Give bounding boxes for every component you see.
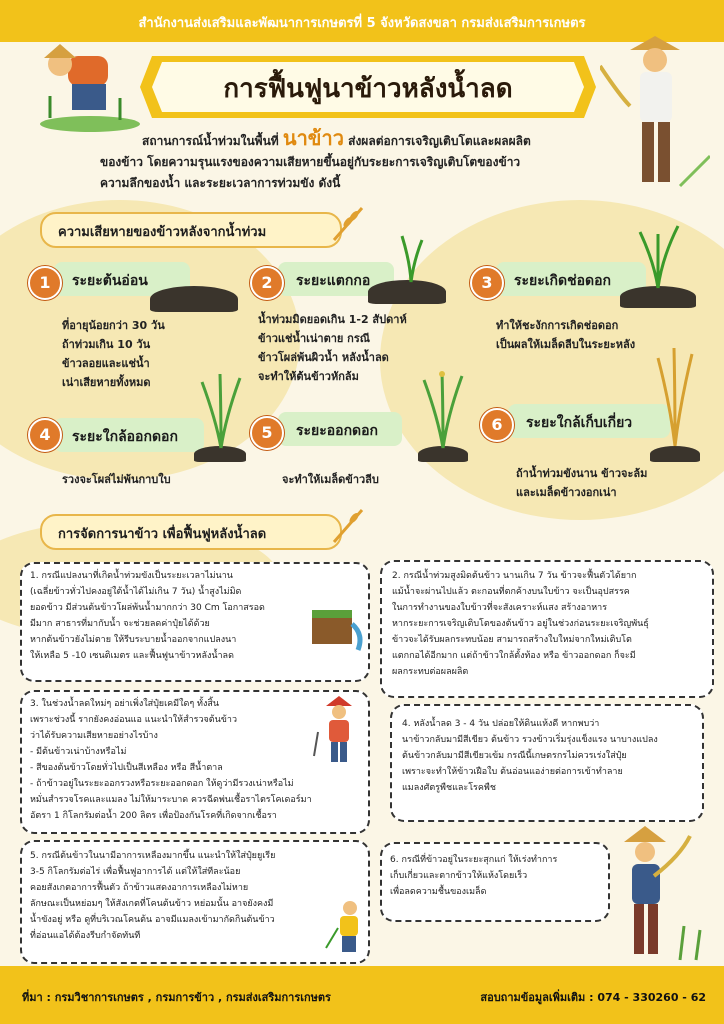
section-damage-heading <box>40 212 342 248</box>
tip-line: ต้นข้าวกลับมามีสีเขียวเข้ม กรณีนี้เกษตรกรไม่ควรเร่งใส่ปุ๋ย <box>402 751 627 761</box>
soil-icon <box>650 446 700 462</box>
tip-line: ในการทำงานของใบข้าวที่จะสังเคราะห์แสง สร้างอาหาร <box>392 603 608 613</box>
stage-2-desc-line: ข้าวแช่น้ำเน่าตาย กรณี <box>258 332 370 345</box>
tip-line: แตกกอได้อีกมาก แต่ถ้าข้าวใกล้ตั้งท้อง หรือ ข้าวออกดอก ก็จะมี <box>392 651 636 661</box>
intro-highlight: นาข้าว <box>282 126 344 150</box>
section-management-heading <box>40 514 342 550</box>
stage-4-label <box>54 418 204 452</box>
stage-2-number: 2 <box>250 266 284 300</box>
sprayer-farmer-illustration <box>312 696 364 766</box>
tip-line: 2. กรณีน้ำท่วมสูงมิดต้นข้าว นานเกิน 7 วัน ข้าวจะฟื้นตัวได้ยาก <box>392 571 637 581</box>
farmer-holding-rice-illustration <box>610 826 710 962</box>
soil-icon <box>150 286 238 312</box>
tip-line: 6. กรณีที่ข้าวอยู่ในระยะสุกแก่ ให้เร่งทำการ <box>390 855 558 865</box>
drainage-illustration <box>308 604 366 654</box>
tip-line: - ถ้าข้าวอยู่ในระยะออกรวงหรือระยะออกดอก ให้ดูว่ามีรวงเน่าหรือไม่ <box>30 779 294 789</box>
tip-line: ลักษณะเป็นหย่อมๆ ให้สังเกตที่โคนต้นข้าว หย่อมนั้น อาจยังคงมี <box>30 899 274 909</box>
stage-2-desc-line: จะทำให้ต้นข้าวหักล้ม <box>258 370 359 383</box>
stage-1-desc-line: ถ้าท่วมเกิน 10 วัน <box>62 338 151 351</box>
stage-1-desc-line: เน่าเสียหายทั้งหมด <box>62 376 151 389</box>
fertilizing-farmer-illustration <box>322 898 366 956</box>
stage-4-desc <box>62 470 171 489</box>
rice-stalk-icon <box>328 204 368 244</box>
tip-line: ข้าวจะได้รับผลกระทบน้อย สามารถสร้างใบใหม่จากใหม่เติบโต <box>392 635 632 645</box>
stage-6-desc <box>516 464 647 502</box>
tip-5-text <box>30 848 275 944</box>
tip-line: 1. กรณีแปลงนาที่เกิดน้ำท่วมขังเป็นระยะเวลาไม่นาน <box>30 571 233 581</box>
section-management-label: การจัดการนาข้าว เพื่อฟื้นฟูหลังน้ำลด <box>58 527 267 542</box>
stage-5-text: ระยะออกดอก <box>296 423 379 439</box>
tip-box-5 <box>20 840 370 964</box>
intro-rest: ส่งผลต่อการเจริญเติบโตและผลผลิต <box>348 134 531 148</box>
stage-1-desc-line: ข้าวลอยและแช่น้ำ <box>62 357 150 370</box>
tip-line: 5. กรณีต้นข้าวในนามีอาการเหลืองมากขึ้น แนะนำให้ใส่ปุ๋ยยูเรีย <box>30 851 276 861</box>
stage-5-desc <box>282 470 379 489</box>
stage-2-desc-line: ข้าวโผล่พ้นผิวน้ำ หลังน้ำลด <box>258 351 389 364</box>
tip-line: ที่อ่อนแอได้ต้องรีบกำจัดทันที <box>30 931 141 941</box>
tip-line: มีมาก สาธารที่มากับน้ำ จะช่วยลดค่าปุ๋ยได้ด้วย <box>30 619 210 629</box>
stage-6-text: ระยะใกล้เก็บเกี่ยว <box>526 415 633 431</box>
tip-line: ผลกระทบต่อผลผลิต <box>392 667 469 677</box>
stage-6-desc-line: ถ้าน้ำท่วมขังนาน ข้าวจะล้ม <box>516 467 648 480</box>
intro-line-3: ความลึกของน้ำ และระยะเวลาการท่วมขัง ดังนี้ <box>100 176 341 190</box>
stage-5-desc-line: จะทำให้เมล็ดข้าวลีบ <box>282 473 379 486</box>
stage-3-desc-line: ทำให้ชะงักการเกิดช่อดอก <box>496 319 619 332</box>
tip-1-text <box>30 568 265 664</box>
tip-line: หากต้นข้าวยังไม่ตาย ให้รีบระบายน้ำออกจากแปลงนา <box>30 635 237 645</box>
section-damage-label: ความเสียหายของข้าวหลังจากน้ำท่วม <box>58 225 267 240</box>
tip-line: ยอดข้าว มีส่วนต้นข้าวโผล่พ้นน้ำมากกว่า 30 Cm โอกาสรอด <box>30 603 265 613</box>
contact-text: สอบถามข้อมูลเพิ่มเติม : 074 - 330260 - 62 <box>480 991 706 1004</box>
stage-1-desc-line: ที่อายุน้อยกว่า 30 วัน <box>62 319 165 332</box>
tip-line: หมั่นสำรวจโรคและแมลง ไม่ให้มาระบาด ควรฉีดพ่นเชื้อราไตรโคเดอร์มา <box>30 795 312 805</box>
page-title: การฟื้นฟูนาข้าวหลังน้ำลด <box>223 74 513 104</box>
stage-4-number: 4 <box>28 418 62 452</box>
intro-paragraph <box>100 128 660 194</box>
rice-plant-icon <box>636 222 682 290</box>
tip-box-3 <box>20 690 370 834</box>
tip-line: เพราะช่วงนี้ รากยังคงอ่อนแอ แนะนำให้สำรวจต้นข้าว <box>30 715 238 725</box>
stage-4-desc-line: รวงจะโผล่ไม่พ้นกาบใบ <box>62 473 171 486</box>
farmer-planting-illustration <box>30 36 140 136</box>
stage-1-desc <box>62 316 165 392</box>
tip-box-4 <box>390 704 704 822</box>
stage-6-desc-line: และเมล็ดข้าวงอกเน่า <box>516 486 617 499</box>
stage-3-text: ระยะเกิดช่อดอก <box>514 273 612 289</box>
tip-line: หากระยะการเจริญเติบโตของต้นข้าว อยู่ในช่วงก่อนระยะเจริญพันธุ์ <box>392 619 649 629</box>
rice-plant-ripe-icon <box>650 344 700 448</box>
stage-1-number: 1 <box>28 266 62 300</box>
stage-6-label <box>508 404 670 438</box>
tip-line: ให้เหลือ 5 -10 เซนติเมตร และฟื้นฟูนาข้าวหลังน้ำลด <box>30 651 234 661</box>
rice-stalk-icon <box>328 506 368 546</box>
stage-2-text: ระยะแตกกอ <box>296 273 371 289</box>
intro-line-2: ของข้าว โดยความรุนแรงของความเสียหายขึ้นอยู่กับระยะการเจริญเติบโตของข้าว <box>100 155 521 169</box>
tip-line: น้ำขังอยู่ หรือ ดูที่บริเวณโคนต้น อาจมีแมลงเข้ามากัดกินต้นข้าว <box>30 915 275 925</box>
tip-line: อัตรา 1 กิโลกรัมต่อน้ำ 200 ลิตร เพื่อป้องกันโรคที่เกิดจากเชื้อรา <box>30 811 277 821</box>
tip-line: เพราะจะทำให้ข้าวเฝือใบ ต้นอ่อนแอง่ายต่อการเข้าทำลาย <box>402 767 623 777</box>
rice-plant-icon <box>196 370 246 450</box>
stage-6-number: 6 <box>480 408 514 442</box>
tip-box-2 <box>380 560 714 698</box>
tip-box-1 <box>20 562 370 682</box>
stage-2-desc-line: น้ำท่วมมิดยอดเกิน 1-2 สัปดาห์ <box>258 313 407 326</box>
stage-2-desc <box>258 310 407 386</box>
tip-line: 3. ในช่วงน้ำลดใหม่ๆ อย่าเพิ่งใส่ปุ๋ยเคมีใดๆ ทั้งสิ้น <box>30 699 220 709</box>
tip-line: - สีของต้นข้าวโดยทั่วไปเป็นสีเหลือง หรือ สีน้ำตาล <box>30 763 223 773</box>
tip-6-text <box>390 852 557 900</box>
footer-bar <box>0 966 724 1024</box>
stage-3-desc-line: เป็นผลให้เมล็ดลีบในระยะหลัง <box>496 338 636 351</box>
rice-plant-flowering-icon <box>418 368 468 450</box>
stage-1-text: ระยะต้นอ่อน <box>72 273 148 289</box>
tip-box-6 <box>380 842 610 922</box>
stage-3-desc <box>496 316 635 354</box>
stage-3-number: 3 <box>470 266 504 300</box>
intro-lead: สถานการณ์น้ำท่วมในพื้นที่ <box>142 134 279 148</box>
tip-line: 3-5 กิโลกรัมต่อไร่ เพื่อฟื้นฟูอาการได้ แต่ให้ใส่ทีละน้อย <box>30 867 241 877</box>
tip-line: คอยสังเกตอาการฟื้นตัว ถ้าข้าวแสดงอาการเหลืองไม่หาย <box>30 883 249 893</box>
tip-line: - มีต้นข้าวเน่าบ้างหรือไม่ <box>30 747 127 757</box>
tip-line: เก็บเกี่ยวและตากข้าวให้แห้งโดยเร็ว <box>390 871 528 881</box>
tip-4-text <box>402 716 658 796</box>
stage-5-number: 5 <box>250 416 284 450</box>
title-banner <box>138 52 598 122</box>
tip-line: เพื่อลดความชื้นของเมล็ด <box>390 887 487 897</box>
tip-line: (เฉลี่ยข้าวทั่วไปคงอยู่ใต้น้ำได้ไม่เกิน 7 วัน) น้ำสูงไม่มิด <box>30 587 242 597</box>
tip-line: ว่าได้รับความเสียหายอย่างไรบ้าง <box>30 731 158 741</box>
tip-line: 4. หลังน้ำลด 3 - 4 วัน ปล่อยให้ดินแห้งดี หากพบว่า <box>402 719 600 729</box>
agency-text: สำนักงานส่งเสริมและพัฒนาการเกษตรที่ 5 จังหวัดสงขลา กรมส่งเสริมการเกษตร <box>138 16 586 31</box>
stage-4-text: ระยะใกล้ออกดอก <box>72 429 178 445</box>
rice-seedling-icon <box>396 232 426 284</box>
source-text: ที่มา : กรมวิชาการเกษตร , กรมการข้าว , กรมส่งเสริมการเกษตร <box>22 991 331 1004</box>
stage-5-label <box>278 412 402 446</box>
tip-2-text <box>392 568 649 680</box>
tip-3-text <box>30 696 312 824</box>
tip-line: แมลงศัตรูพืชและโรคพืช <box>402 783 496 793</box>
tip-line: นาข้าวกลับมามีสีเขียว ต้นข้าว รวงข้าวเริ่มรุ่งแข็งแรง นาบางแปลง <box>402 735 658 745</box>
tip-line: แม้น้ำจะผ่านไปแล้ว ตะกอนที่ตกค้างบนใบข้าว จะเป็นอุปสรรค <box>392 587 630 597</box>
